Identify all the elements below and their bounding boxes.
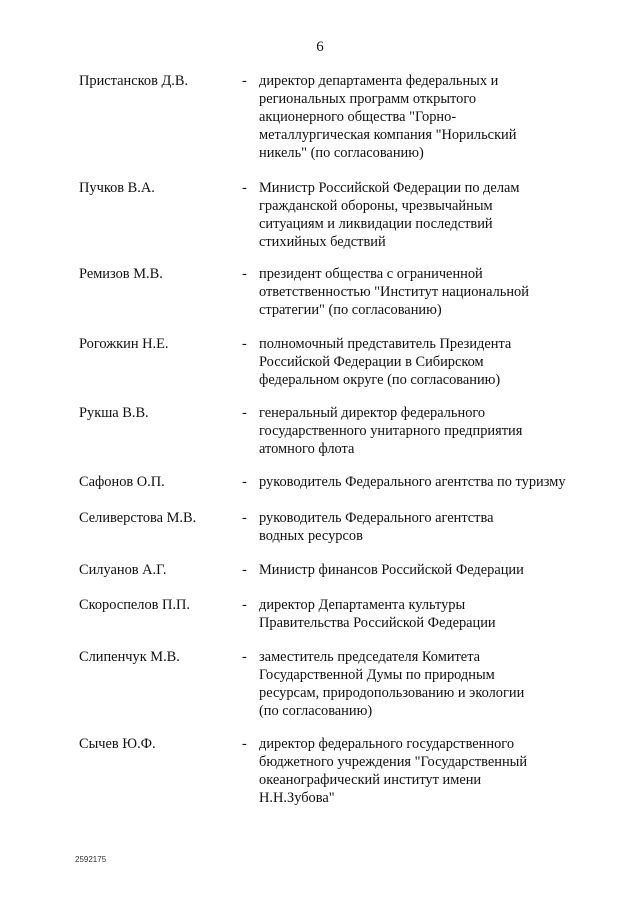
description-line: руководитель Федерального агентства по туризму — [259, 474, 566, 490]
description-line: (по согласованию) — [259, 703, 373, 719]
description-line: Министр Российской Федерации по делам — [259, 180, 520, 196]
description-line: водных ресурсов — [259, 528, 363, 544]
entry-name: Сафонов О.П. — [79, 474, 165, 490]
entry-name: Ремизов М.В. — [79, 266, 163, 282]
entry-description — [259, 72, 569, 162]
entry-description — [259, 561, 569, 579]
description-line: полномочный представитель Президента — [259, 336, 512, 352]
description-line: ответственностью "Институт национальной — [259, 284, 529, 300]
entry-name: Слипенчук М.В. — [79, 649, 180, 665]
entry-description — [259, 179, 569, 251]
description-line: руководитель Федерального агентства — [259, 510, 494, 526]
document-code: 2592175 — [75, 855, 107, 864]
entry-dash: - — [242, 405, 247, 421]
entry-name: Пучков В.А. — [79, 180, 155, 196]
description-line: генеральный директор федерального — [259, 405, 486, 421]
entry-description — [259, 404, 569, 458]
entry-name: Скороспелов П.П. — [79, 597, 191, 613]
entry-description — [259, 735, 569, 807]
description-line: Российской Федерации в Сибирском — [259, 354, 484, 370]
entry-name: Силуанов А.Г. — [79, 562, 167, 578]
entry-name: Сычев Ю.Ф. — [79, 736, 156, 752]
entry-description — [259, 648, 569, 720]
entry-dash: - — [242, 736, 247, 752]
entry-name: Селиверстова М.В. — [79, 510, 197, 526]
description-line: гражданской обороны, чрезвычайным — [259, 198, 493, 214]
entry-name: Рукша В.В. — [79, 405, 149, 421]
description-line: океанографический институт имени — [259, 772, 482, 788]
description-line: директор департамента федеральных и — [259, 73, 499, 89]
description-line: директор Департамента культуры — [259, 597, 466, 613]
description-line: заместитель председателя Комитета — [259, 649, 481, 665]
page-number: 6 — [316, 39, 324, 55]
description-line: Государственной Думы по природным — [259, 667, 495, 683]
description-line: региональных программ открытого — [259, 91, 477, 107]
entry-name: Рогожкин Н.Е. — [79, 336, 169, 352]
description-line: бюджетного учреждения "Государственный — [259, 754, 528, 770]
description-line: директор федерального государственного — [259, 736, 515, 752]
description-line: стратегии" (по согласованию) — [259, 302, 442, 318]
description-line: государственного унитарного предприятия — [259, 423, 523, 439]
description-line: Министр финансов Российской Федерации — [259, 562, 524, 578]
entry-description — [259, 473, 569, 491]
description-line: президент общества с ограниченной — [259, 266, 483, 282]
entry-name: Пристансков Д.В. — [79, 73, 189, 89]
description-line: атомного флота — [259, 441, 355, 457]
description-line: никель" (по согласованию) — [259, 145, 424, 161]
description-line: акционерного общества "Горно- — [259, 109, 457, 125]
description-line: федеральном округе (по согласованию) — [259, 372, 501, 388]
entry-description — [259, 265, 569, 319]
entry-dash: - — [242, 180, 247, 196]
entry-description — [259, 509, 569, 545]
entry-dash: - — [242, 474, 247, 490]
description-line: ресурсам, природопользованию и экологии — [259, 685, 525, 701]
description-line: Н.Н.Зубова" — [259, 790, 335, 806]
entry-dash: - — [242, 73, 247, 89]
description-line: стихийных бедствий — [259, 234, 386, 250]
entry-description — [259, 335, 569, 389]
entry-dash: - — [242, 649, 247, 665]
entry-description — [259, 596, 569, 632]
entry-dash: - — [242, 562, 247, 578]
entry-dash: - — [242, 266, 247, 282]
description-line: ситуациям и ликвидации последствий — [259, 216, 493, 232]
entry-dash: - — [242, 336, 247, 352]
entry-dash: - — [242, 597, 247, 613]
description-line: Правительства Российской Федерации — [259, 615, 496, 631]
description-line: металлургическая компания "Норильский — [259, 127, 517, 143]
entry-dash: - — [242, 510, 247, 526]
